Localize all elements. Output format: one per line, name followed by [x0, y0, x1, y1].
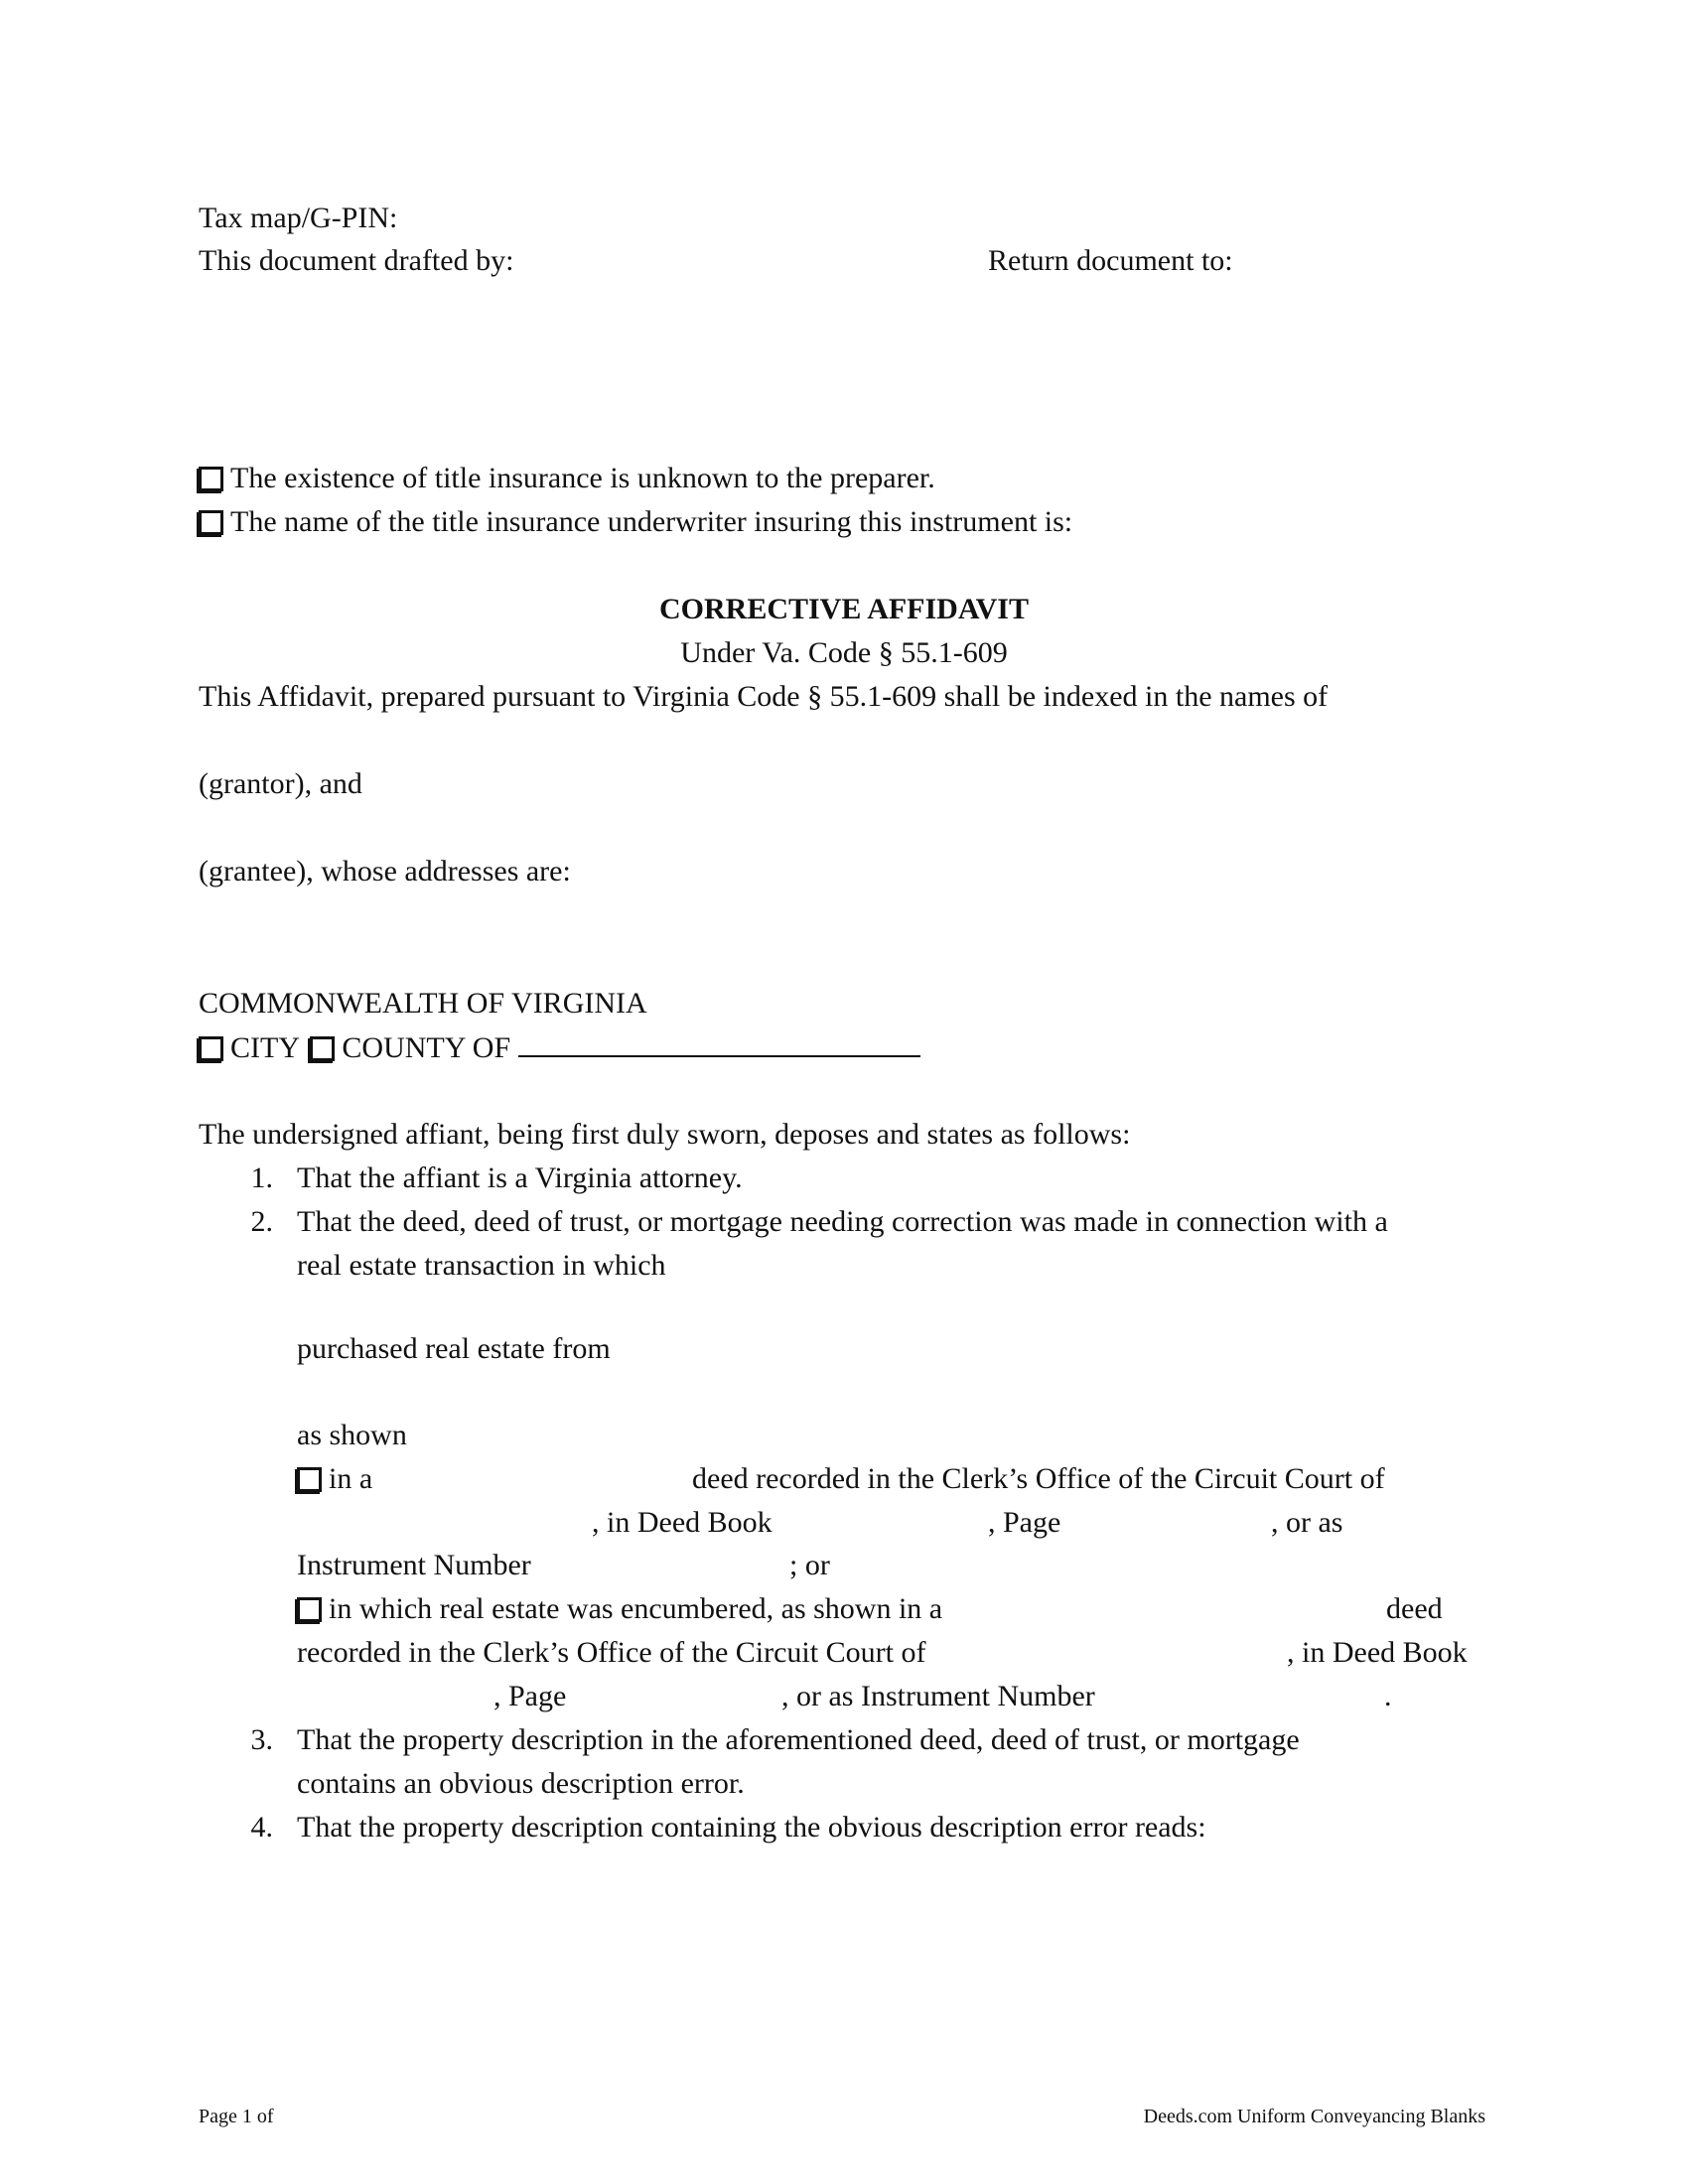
item-4-number: 4. [250, 1811, 273, 1843]
option-a-checkbox[interactable] [297, 1467, 322, 1492]
purchased-from-label: purchased real estate from [297, 1332, 611, 1365]
option-a-instrument-number: Instrument Number [297, 1549, 531, 1581]
county-label: COUNTY OF [342, 1031, 511, 1064]
footer-page-number: Page 1 of [199, 2106, 274, 2127]
item-2-number: 2. [250, 1205, 273, 1238]
item-4-text: That the property description containing the obvious description error reads: [297, 1811, 1206, 1843]
option-b-or-as-instrument: , or as Instrument Number [781, 1680, 1095, 1712]
title-insurance-named-option [199, 504, 1072, 540]
county-blank-line[interactable] [518, 1029, 920, 1057]
city-label: CITY [230, 1031, 299, 1064]
tax-map-label: Tax map/G-PIN: [199, 202, 398, 234]
option-b-encumbered-label: in which real estate was encumbered, as shown in a [329, 1592, 943, 1625]
item-3-line1: That the property description in the aforementioned deed, deed of trust, or mortgage [297, 1723, 1300, 1756]
item-3-number: 3. [250, 1723, 273, 1756]
option-b-in-deed-book: , in Deed Book [1287, 1636, 1468, 1669]
option-b-deed: deed [1386, 1592, 1443, 1625]
option-b-period: . [1384, 1680, 1392, 1712]
title-insurance-unknown-label: The existence of title insurance is unknown to the preparer. [230, 462, 935, 494]
venue-line [199, 1029, 920, 1066]
grantor-label: (grantor), and [199, 767, 362, 800]
title-insurance-named-label: The name of the title insurance underwriter insuring this instrument is: [230, 505, 1073, 538]
item-2-line2: real estate transaction in which [297, 1249, 666, 1282]
option-b-page: , Page [493, 1680, 567, 1712]
commonwealth-label: COMMONWEALTH OF VIRGINIA [199, 987, 647, 1020]
option-a-or: ; or [789, 1549, 830, 1581]
footer-brand: Deeds.com Uniform Conveyancing Blanks [1143, 2106, 1485, 2127]
option-b-recorded: recorded in the Clerk’s Office of the Circuit Court of [297, 1636, 926, 1669]
document-subtitle: Under Va. Code § 55.1-609 [680, 636, 1008, 669]
option-a-deed-recorded: deed recorded in the Clerk’s Office of the Circuit Court of [692, 1462, 1385, 1495]
option-a-or-as: , or as [1271, 1506, 1343, 1539]
option-a-in-a [297, 1461, 372, 1497]
option-a-in-deed-book: , in Deed Book [592, 1506, 773, 1539]
option-b-checkbox[interactable] [297, 1597, 322, 1622]
county-checkbox[interactable] [310, 1036, 335, 1061]
sworn-statement: The undersigned affiant, being first duly sworn, deposes and states as follows: [199, 1118, 1131, 1151]
city-checkbox[interactable] [199, 1036, 223, 1061]
title-insurance-named-checkbox[interactable] [199, 510, 223, 535]
title-insurance-unknown-option [199, 461, 935, 496]
item-1-text: That the affiant is a Virginia attorney. [297, 1161, 743, 1194]
grantee-label: (grantee), whose addresses are: [199, 855, 571, 887]
title-insurance-unknown-checkbox[interactable] [199, 467, 223, 491]
option-a-in-a-label: in a [329, 1462, 373, 1495]
item-2-line1: That the deed, deed of trust, or mortgage needing correction was made in connection with a [297, 1205, 1388, 1238]
item-1-number: 1. [250, 1161, 273, 1194]
option-a-page: , Page [988, 1506, 1061, 1539]
as-shown-label: as shown [297, 1419, 407, 1451]
drafted-by-label: This document drafted by: [199, 244, 514, 277]
option-b-encumbered [297, 1591, 942, 1627]
document-title: CORRECTIVE AFFIDAVIT [658, 593, 1029, 625]
intro-line: This Affidavit, prepared pursuant to Virginia Code § 55.1-609 shall be indexed in the names of [199, 680, 1329, 713]
return-to-label: Return document to: [988, 244, 1233, 277]
item-3-line2: contains an obvious description error. [297, 1767, 745, 1800]
